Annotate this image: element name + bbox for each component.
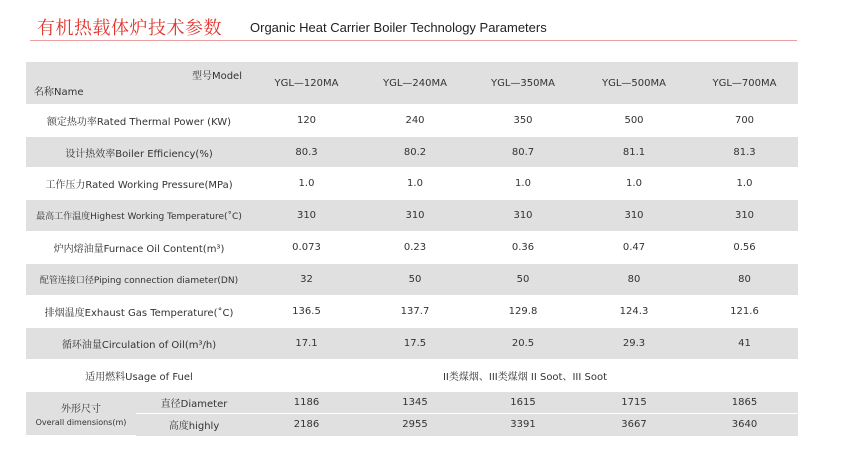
title-divider bbox=[30, 40, 797, 41]
height-row bbox=[26, 414, 798, 436]
table-cell: 0.47 bbox=[577, 232, 691, 264]
table-cell: 240 bbox=[361, 105, 469, 137]
model-column-header: YGL—120MA bbox=[252, 62, 361, 105]
spec-table bbox=[26, 61, 798, 436]
table-cell: 1.0 bbox=[691, 168, 798, 200]
table-cell: 0.36 bbox=[469, 232, 577, 264]
table-cell: 310 bbox=[691, 200, 798, 232]
table-row bbox=[26, 232, 798, 264]
table-cell: 80 bbox=[577, 264, 691, 296]
row-label: 最高工作温度Highest Working Temperature(˚C) bbox=[26, 200, 252, 232]
fuel-value: II类煤烟、III类煤烟 II Soot、III Soot bbox=[252, 360, 798, 392]
header-corner-cell bbox=[26, 62, 252, 105]
overall-dimensions-cn: 外形尺寸 bbox=[61, 404, 101, 415]
name-header-label: 名称Name bbox=[34, 87, 84, 98]
table-cell: 80.7 bbox=[469, 137, 577, 168]
row-label: 额定热功率Rated Thermal Power (KW) bbox=[26, 105, 252, 137]
table-cell: 41 bbox=[691, 328, 798, 360]
table-row bbox=[26, 137, 798, 168]
table-cell: 0.073 bbox=[252, 232, 361, 264]
table-cell: 17.1 bbox=[252, 328, 361, 360]
table-cell: 121.6 bbox=[691, 296, 798, 328]
table-cell: 80 bbox=[691, 264, 798, 296]
row-label: 工作压力Rated Working Pressure(MPa) bbox=[26, 168, 252, 200]
table-cell: 1615 bbox=[469, 392, 577, 414]
row-label: 配管连接口径Piping connection diameter(DN) bbox=[26, 264, 252, 296]
table-row bbox=[26, 264, 798, 296]
table-cell: 81.3 bbox=[691, 137, 798, 168]
table-cell: 1715 bbox=[577, 392, 691, 414]
diameter-label: 直径Diameter bbox=[136, 392, 252, 414]
table-cell: 310 bbox=[577, 200, 691, 232]
model-column-header: YGL—500MA bbox=[577, 62, 691, 105]
table-cell: 17.5 bbox=[361, 328, 469, 360]
table-row bbox=[26, 328, 798, 360]
table-cell: 1.0 bbox=[252, 168, 361, 200]
table-cell: 310 bbox=[252, 200, 361, 232]
table-cell: 500 bbox=[577, 105, 691, 137]
table-cell: 120 bbox=[252, 105, 361, 137]
table-cell: 310 bbox=[361, 200, 469, 232]
overall-dimensions-en: Overall dimensions(m) bbox=[35, 418, 127, 427]
table-cell: 50 bbox=[361, 264, 469, 296]
fuel-label: 适用燃料Usage of Fuel bbox=[26, 360, 252, 392]
table-cell: 700 bbox=[691, 105, 798, 137]
height-label: 高度highly bbox=[136, 414, 252, 436]
table-cell: 2186 bbox=[252, 414, 361, 436]
table-cell: 137.7 bbox=[361, 296, 469, 328]
table-row bbox=[26, 105, 798, 137]
table-cell: 80.2 bbox=[361, 137, 469, 168]
table-cell: 50 bbox=[469, 264, 577, 296]
table-cell: 80.3 bbox=[252, 137, 361, 168]
table-cell: 3391 bbox=[469, 414, 577, 436]
page-title-chinese: 有机热载体炉技术参数 bbox=[37, 18, 222, 39]
table-cell: 0.23 bbox=[361, 232, 469, 264]
table-cell: 350 bbox=[469, 105, 577, 137]
table-cell: 1186 bbox=[252, 392, 361, 414]
row-label: 炉内熔油量Furnace Oil Content(m³) bbox=[26, 232, 252, 264]
model-column-header: YGL—350MA bbox=[469, 62, 577, 105]
table-cell: 124.3 bbox=[577, 296, 691, 328]
model-column-header: YGL—240MA bbox=[361, 62, 469, 105]
table-cell: 1345 bbox=[361, 392, 469, 414]
page-title-english: Organic Heat Carrier Boiler Technology Parameters bbox=[250, 20, 547, 35]
table-cell: 1.0 bbox=[361, 168, 469, 200]
table-cell: 32 bbox=[252, 264, 361, 296]
table-cell: 3640 bbox=[691, 414, 798, 436]
table-cell: 129.8 bbox=[469, 296, 577, 328]
row-label: 排烟温度Exhaust Gas Temperature(˚C) bbox=[26, 296, 252, 328]
table-cell: 136.5 bbox=[252, 296, 361, 328]
table-row bbox=[26, 168, 798, 200]
table-cell: 81.1 bbox=[577, 137, 691, 168]
row-label: 循环油量Circulation of Oil(m³/h) bbox=[26, 328, 252, 360]
table-cell: 3667 bbox=[577, 414, 691, 436]
table-cell: 1.0 bbox=[577, 168, 691, 200]
fuel-row bbox=[26, 360, 798, 392]
model-column-header: YGL—700MA bbox=[691, 62, 798, 105]
table-cell: 2955 bbox=[361, 414, 469, 436]
row-label: 设计热效率Boiler Efficiency(%) bbox=[26, 137, 252, 168]
model-header-label: 型号Model bbox=[191, 71, 242, 82]
table-cell: 1865 bbox=[691, 392, 798, 414]
table-cell: 1.0 bbox=[469, 168, 577, 200]
diameter-row bbox=[26, 392, 798, 414]
table-header-row bbox=[26, 62, 798, 105]
overall-dimensions-label bbox=[26, 392, 136, 436]
table-cell: 0.56 bbox=[691, 232, 798, 264]
table-row bbox=[26, 296, 798, 328]
table-cell: 20.5 bbox=[469, 328, 577, 360]
table-row bbox=[26, 200, 798, 232]
table-cell: 310 bbox=[469, 200, 577, 232]
table-cell: 29.3 bbox=[577, 328, 691, 360]
